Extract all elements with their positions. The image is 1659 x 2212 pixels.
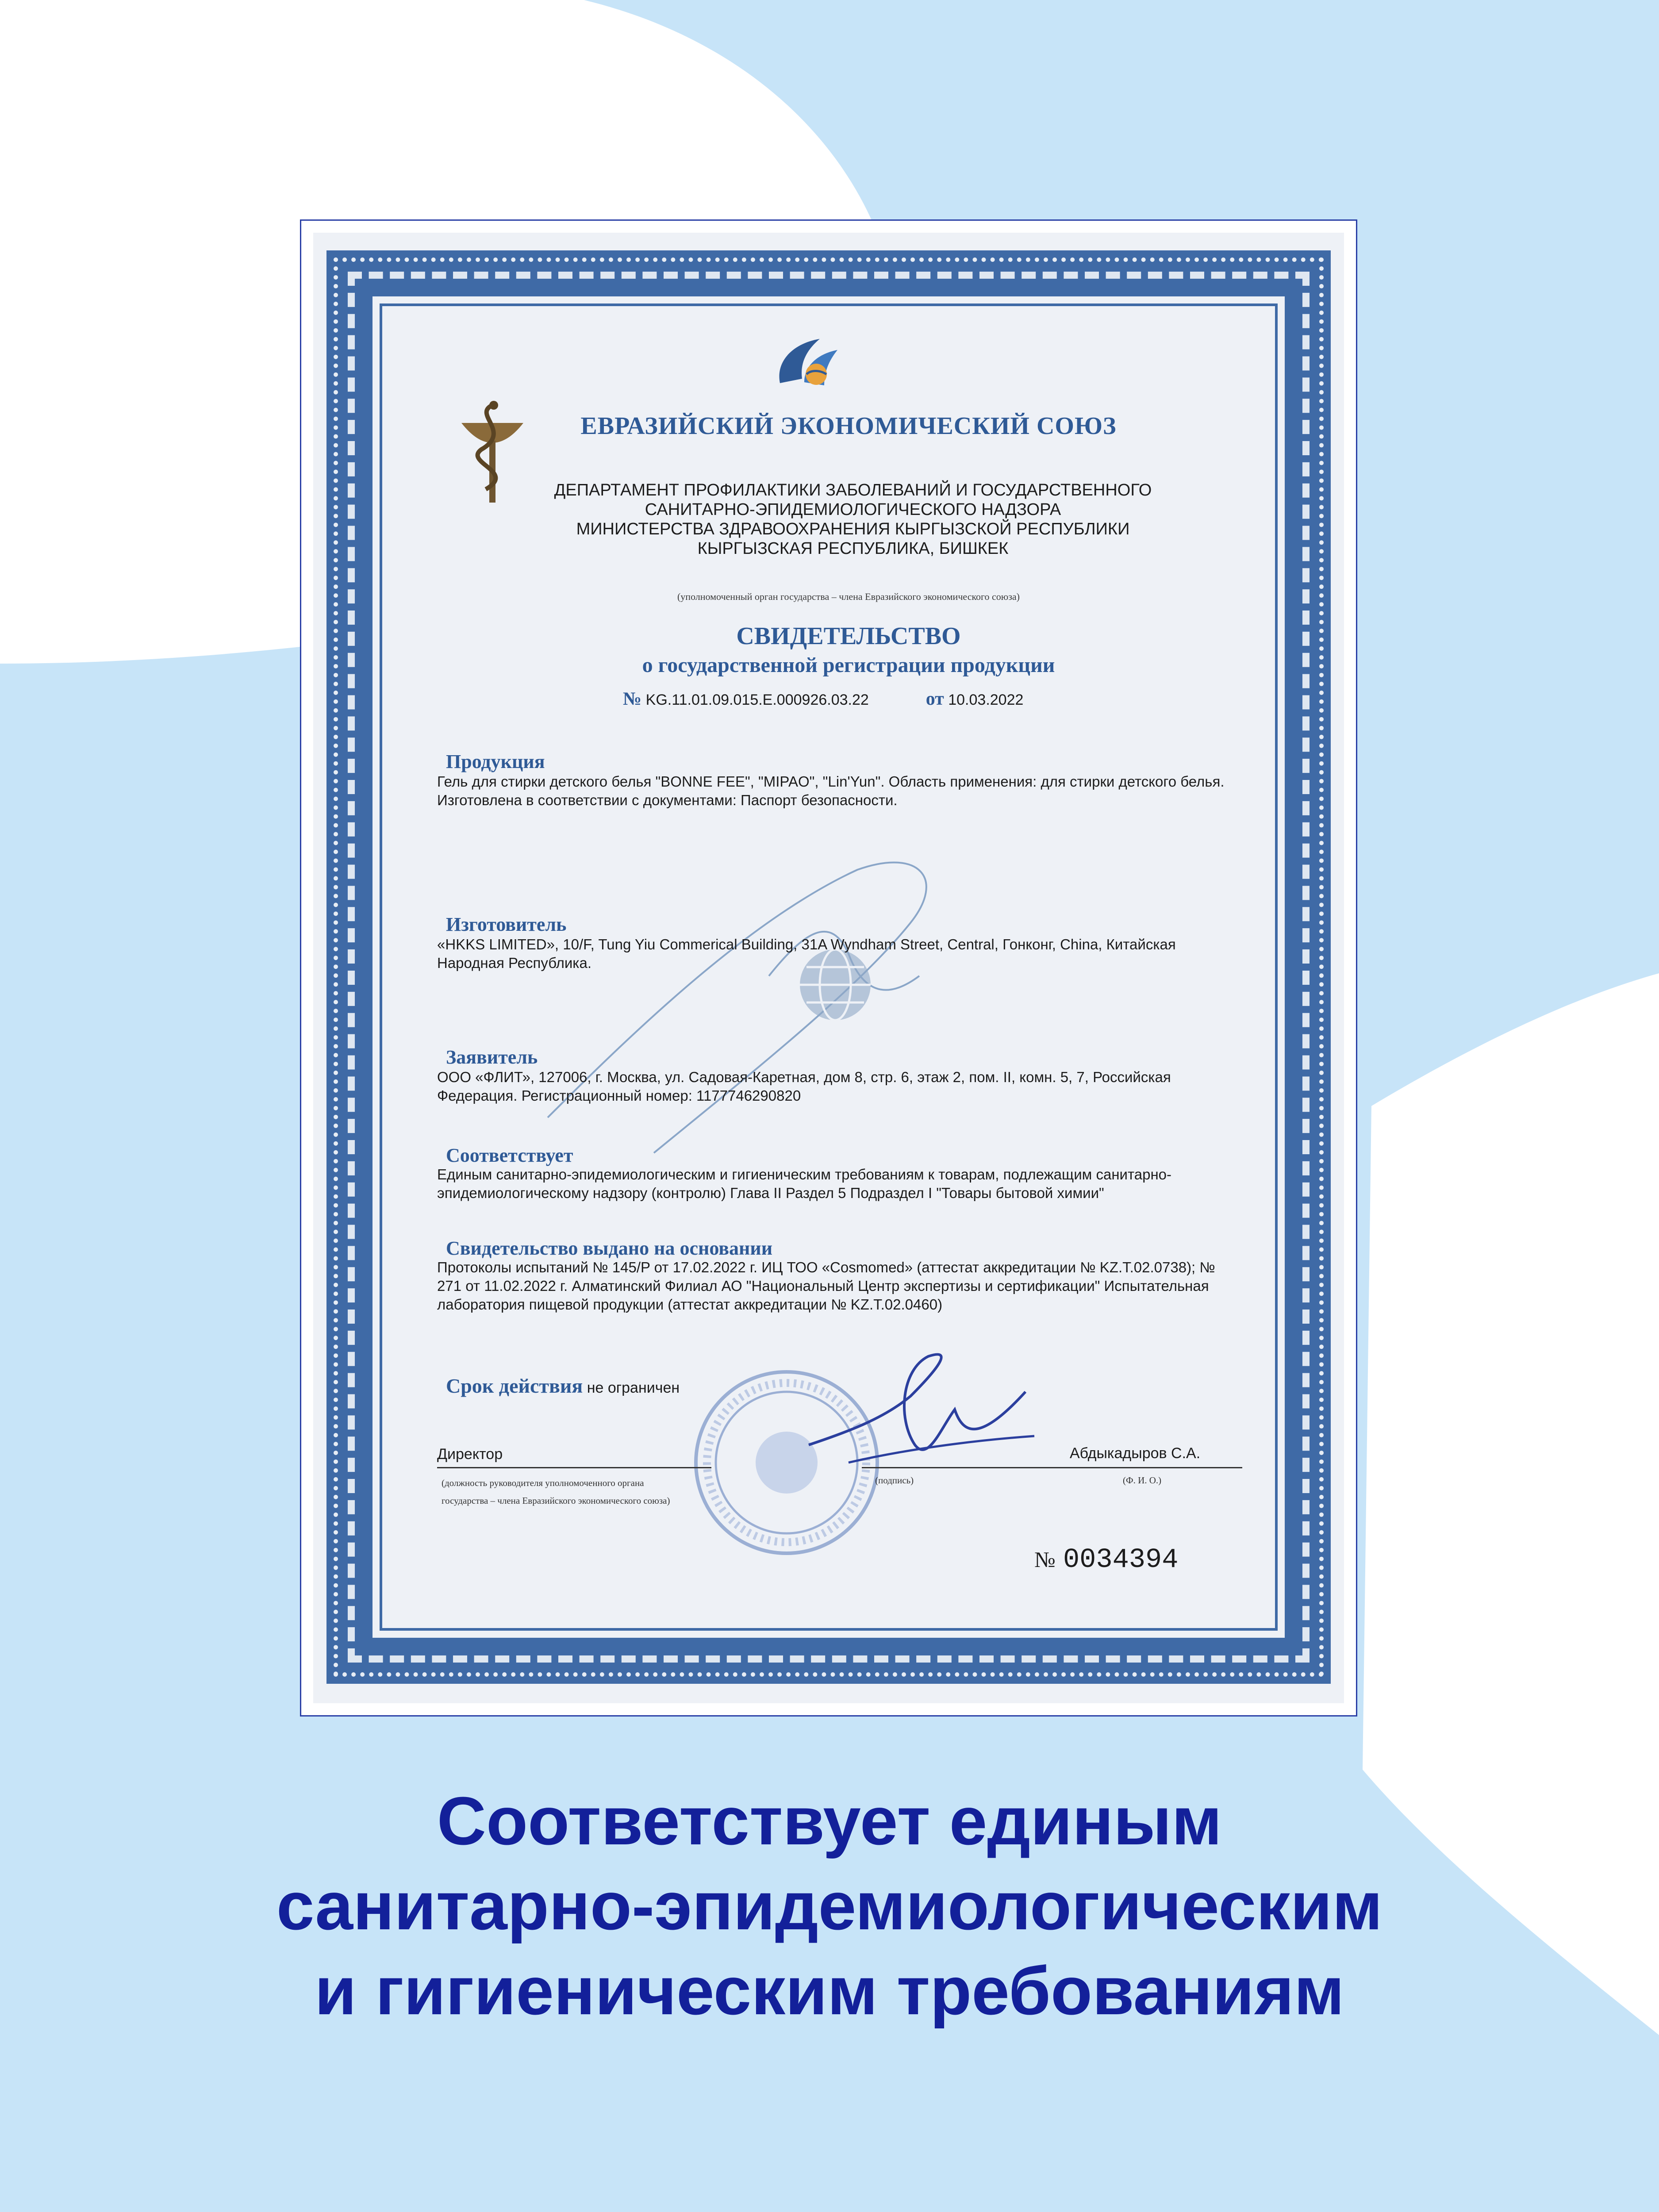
serial-number-line (1034, 1542, 1178, 1575)
date-label: от (926, 689, 944, 709)
department-line: МИНИСТЕРСТВА ЗДРАВООХРАНЕНИЯ КЫРГЫЗСКОЙ РЕСПУБЛИКИ (576, 520, 1130, 538)
authority-note: (уполномоченный орган государства – члена Евразийского экономического союза) (677, 591, 1020, 602)
section-body-conformity: Единым санитарно-эпидемиологическим и гигиеническим требованиям к товарам, подлежащим санитарно-эпидемиологическому надзору (контролю) Глава II Раздел 5 Подраздел I "Товары бытовой химии" (437, 1166, 1172, 1201)
certificate-document (313, 233, 1344, 1703)
section-body-applicant: ООО «ФЛИТ», 127006, г. Москва, ул. Садовая-Каретная, дом 8, стр. 6, этаж 2, пом. II, комн. 5, 7, Российская Федерация. Регистрационный номер: 1177746290820 (437, 1069, 1171, 1104)
signer-underline (1065, 1467, 1242, 1468)
section-title-basis: Свидетельство выдано на основании (446, 1237, 773, 1259)
director-label: Директор (437, 1446, 503, 1463)
number-label: № (623, 689, 642, 709)
director-underline (437, 1467, 711, 1468)
department-line: САНИТАРНО-ЭПИДЕМИОЛОГИЧЕСКОГО НАДЗОРА (645, 500, 1061, 519)
caption (0, 1778, 1659, 2033)
handwritten-scribble-watermark (521, 843, 1008, 1179)
serial-label: № (1034, 1547, 1056, 1572)
signature-underline (862, 1467, 1065, 1468)
section-body-basis: Протоколы испытаний № 145/P от 17.02.2022 г. ИЦ ТОО «Cosmomed» (аттестат аккредитации № KZ.T.02.0738); № 271 от 11.02.2022 г. Алматинский Филиал АО "Национальный Центр экспертизы и сертификации" Испытательная лаборатория пищевой продукции (аттестат аккредитации № KZ.T.02.0460) (437, 1259, 1215, 1313)
registration-date: 10.03.2022 (948, 691, 1024, 708)
section-title-manufacturer: Изготовитель (446, 914, 567, 935)
registration-number: KG.11.01.09.015.E.000926.03.22 (645, 691, 869, 708)
certificate-subtitle: о государственной регистрации продукции (642, 653, 1055, 677)
signer-name: Абдыкадыров С.А. (1070, 1445, 1201, 1462)
caption-line: Соответствует единым (437, 1783, 1222, 1859)
validity-line (446, 1374, 680, 1398)
union-title: ЕВРАЗИЙСКИЙ ЭКОНОМИЧЕСКИЙ СОЮЗ (580, 412, 1117, 440)
section-body-product: Гель для стирки детского белья "BONNE FEE", "MIPAO", "Lin'Yun". Область применения: для стирки детского белья. Изготовлена в соответствии с документами: Паспорт безопасности. (437, 773, 1225, 808)
signature (795, 1330, 1043, 1480)
department-line: КЫРГЫЗСКАЯ РЕСПУБЛИКА, БИШКЕК (697, 539, 1009, 558)
certificate-title: СВИДЕТЕЛЬСТВО (736, 622, 961, 650)
section-body-manufacturer: «HKKS LIMITED», 10/F, Tung Yiu Commerical Building, 31A Wyndham Street, Central, Гонконг, China, Китайская Народная Республика. (437, 936, 1176, 971)
director-note: (должность руководителя уполномоченного органа государства – члена Евразийского экономического союза) (442, 1478, 670, 1506)
department-line: ДЕПАРТАМЕНТ ПРОФИЛАКТИКИ ЗАБОЛЕВАНИЙ И ГОСУДАРСТВЕННОГО (554, 481, 1152, 499)
section-title-product: Продукция (446, 751, 545, 772)
signature-note: (подпись) (875, 1475, 914, 1486)
caption-line: и гигиеническим требованиям (315, 1953, 1344, 2029)
eaeu-emblem-icon (762, 330, 851, 396)
validity-label: Срок действия (446, 1375, 583, 1397)
caption-line: санитарно-эпидемиологическим (276, 1868, 1383, 1944)
validity-value: не ограничен (587, 1379, 680, 1396)
section-title-applicant: Заявитель (446, 1046, 538, 1068)
department-block (508, 480, 1198, 558)
section-title-conformity: Соответствует (446, 1144, 573, 1166)
fio-note: (Ф. И. О.) (1123, 1475, 1162, 1486)
serial-number: 0034394 (1063, 1544, 1179, 1575)
registration-number-line (623, 688, 1154, 710)
